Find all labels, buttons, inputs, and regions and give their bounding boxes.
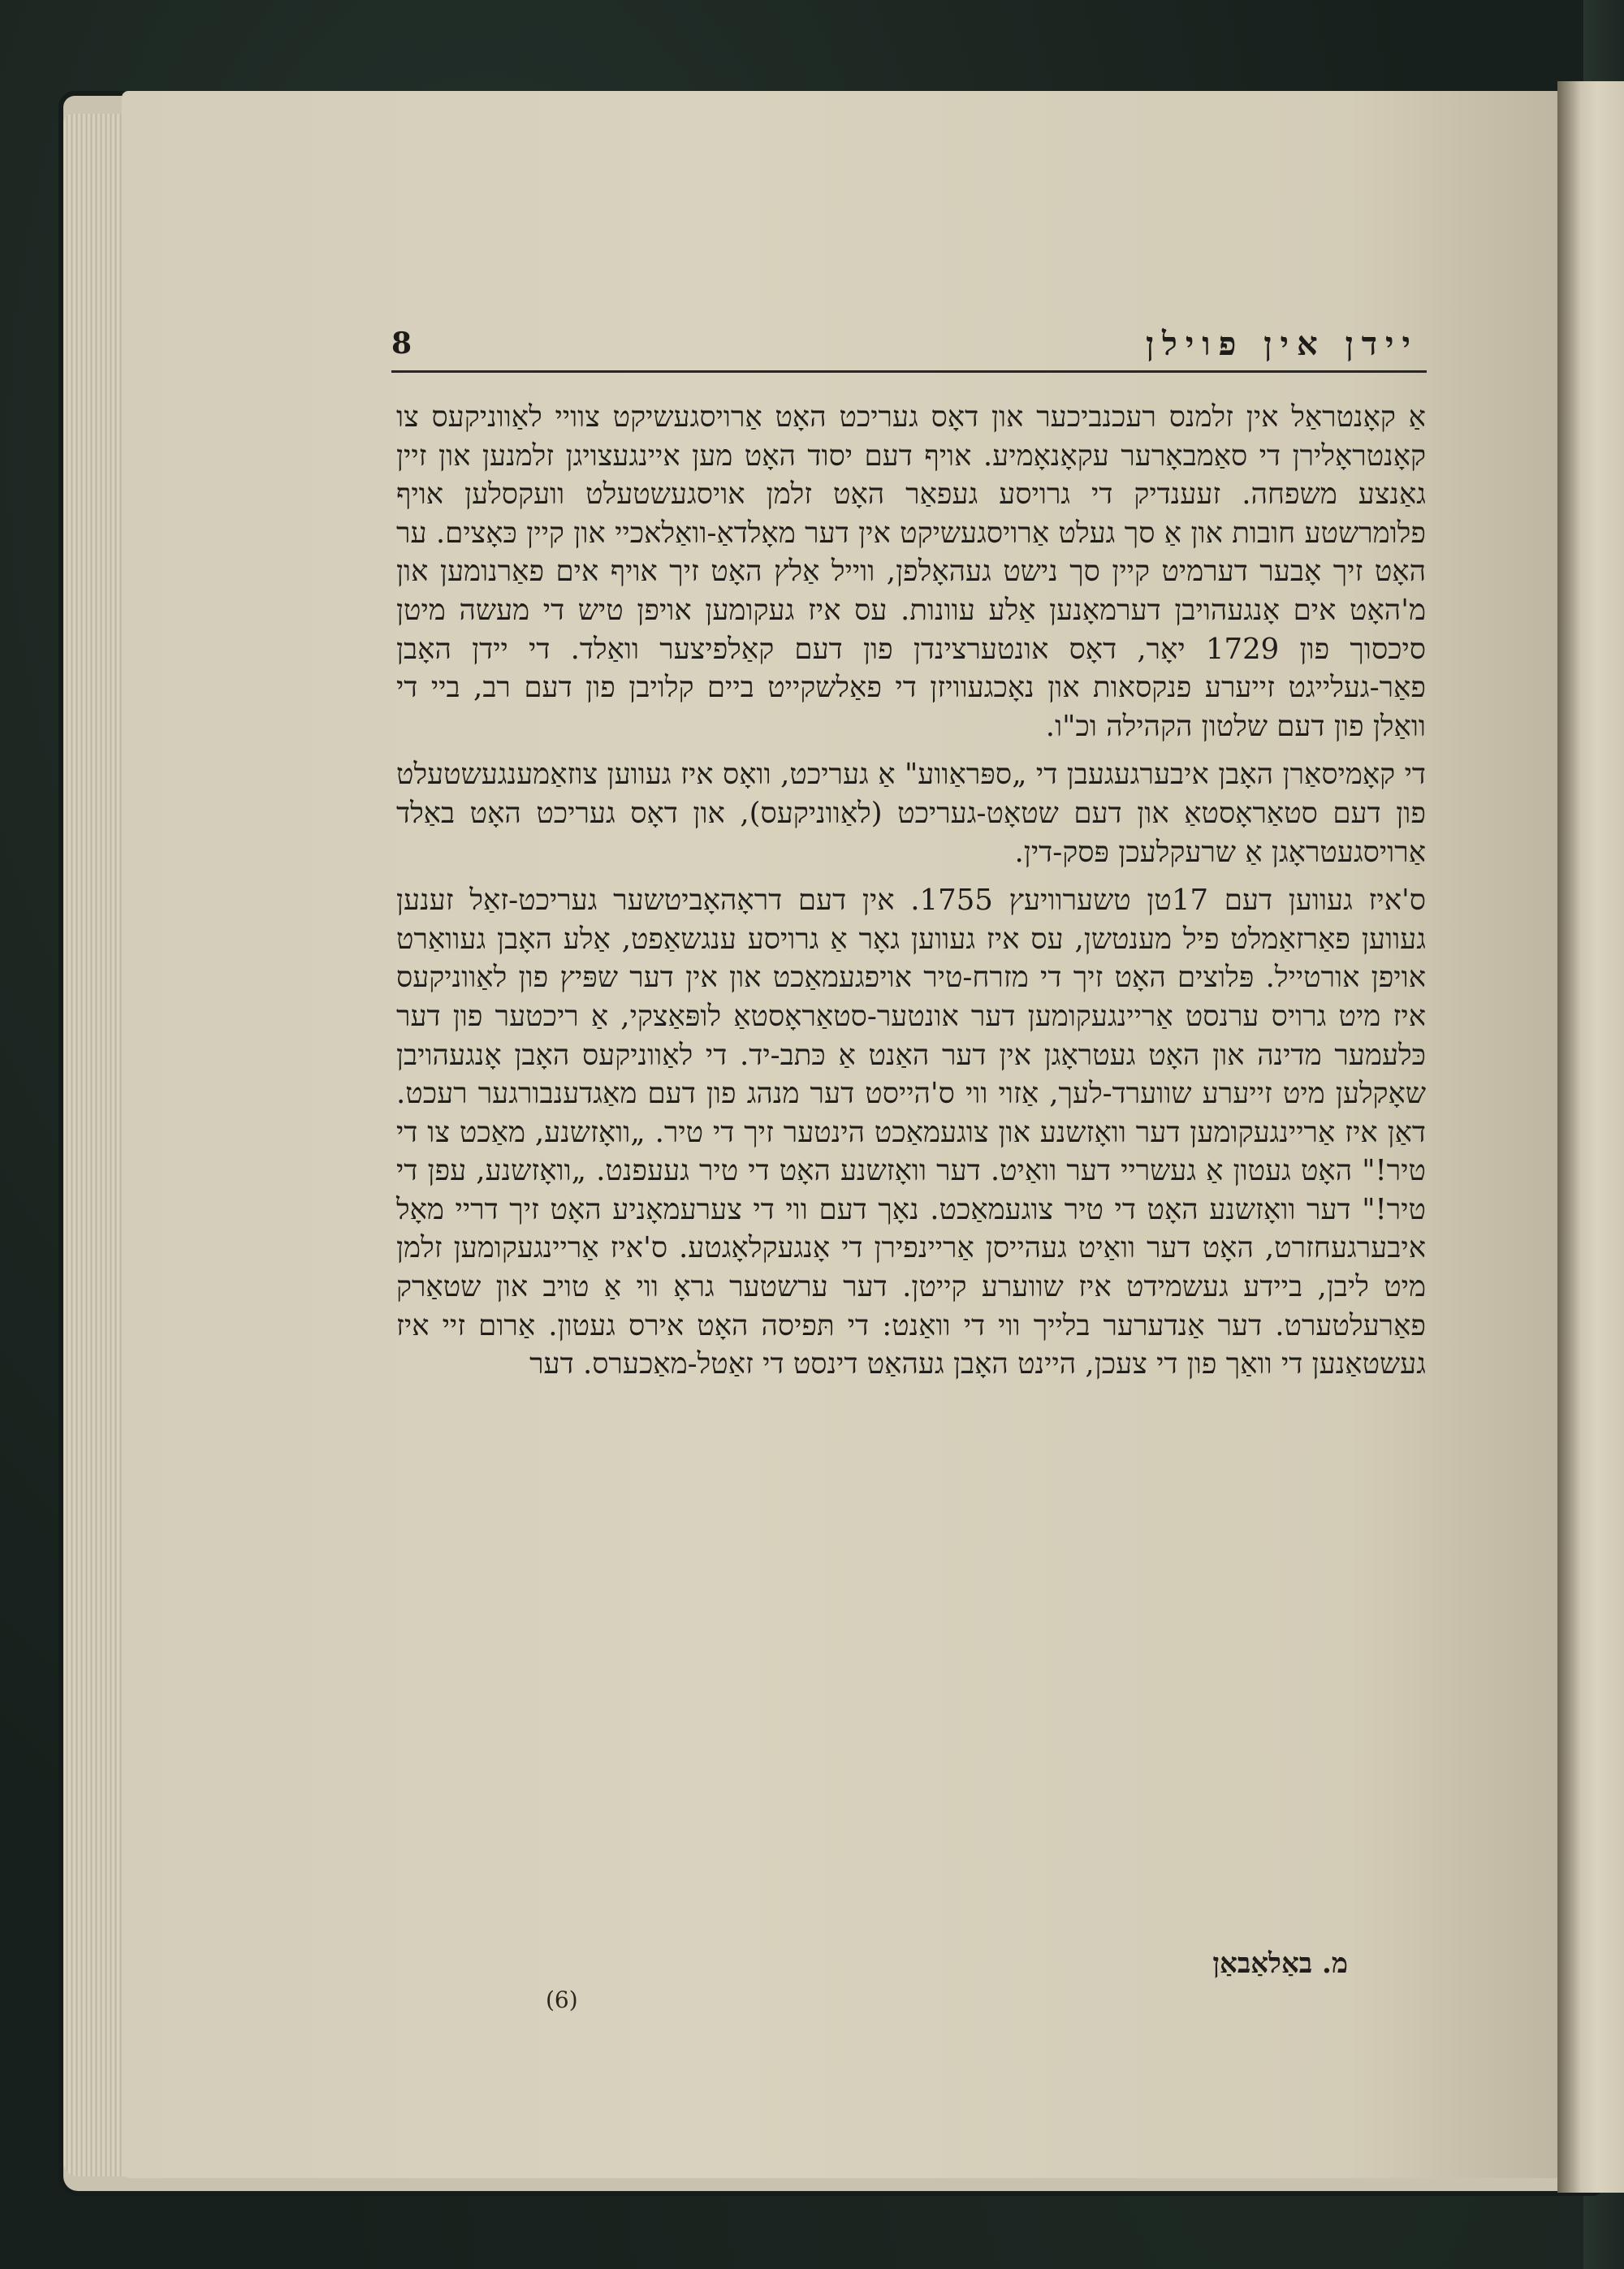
footer-signature: מ. באַלאַבאַן	[1212, 1947, 1348, 1980]
paragraph: אַ קאָנטראַל אין זלמנס רעכנביכער און דאָס געריכט האָט אַרויסגעשיקט צוויי לאַווניקעס צו קאָנטראָלירן די סאַמבאָרער עקאָנאָמיע. אויף דעם יסוד האָט מען איינגעצויגן זלמנען און זיין גאַנצע משפחה. זעענדיק די גרויסע געפאַר האָט זלמן אויסגעשטעלט וועקסלען אויף פלומרשטע חובות און אַ סך געלט אַרויסגעשיקט אין דער מאָלדאַ-וואַלאכיי און קיין כּאָצים. ער האָט זיך אָבער דערמיט קיין סך נישט געהאָלפן, ווייל אַלץ האָט זיך אויף אים פאַרנומען און מ'האָט אים אָנגעהויבן דערמאָנען אַלע עוונות. עס איז געקומען אויפן טיש די מעשה מיטן סיכסוך פון 1729 יאָר, דאָס אונטערצינדן פון דעם קאַלפיצער וואַלד. די יידן האָבן פאַר-געלייגט זייערע פנקסאות און נאָכגעוויזן די פאַלשקייט ביים קלויבן פון דעם רב, ביי די וואַלן פון דעם שלטון הקהילה וכ"ו.	[396, 400, 1427, 743]
running-title: יידן אין פוילן	[1145, 325, 1419, 363]
running-header	[391, 325, 1427, 374]
header-rule	[391, 370, 1427, 373]
page-number: 8	[391, 326, 412, 361]
body-text	[396, 398, 1426, 1941]
page-gutter	[1557, 81, 1624, 2193]
paragraph: די קאָמיסאַרן האָבן איבערגעגעבן די „ספּראַווע" אַ געריכט, וואָס איז געווען צוזאַמענגעשטעלט פון דעם סטאַראָסטאַ און דעם שטאָט-געריכט (לאַווניקעס), און דאָס געריכט האָט באַלד אַרויסגעטראָגן אַ שרעקלעכן פּסק-דין.	[396, 758, 1426, 869]
paragraph: ס'איז געווען דעם 17טן טשערוויעץ 1755. אין דעם דראָהאָביטשער געריכט-זאַל זענען געווען פאַרזאַמלט פיל מענטשן, עס איז געווען גאָר אַ גרויסע ענגשאַפט, אַלע האָבן געוואַרט אויפן אורטייל. פּלוצים האָט זיך די מזרח-טיר אויפגעמאַכט און אין דער שפּיץ פון לאַווניקעס איז מיט גרויס ערנסט אַריינגעקומען דער אונטער-סטאַראָסטאַ לופּאַצקי, אַ ריכטער פון דער כּלעמער מדינה און האָט געטראָגן אין דער האַנט אַ כּתב-יד. די לאַווניקעס האָבן אָנגעהויבן שאָקלען מיט זייערע שווערד-לעך, אַזוי ווי ס'הייסט דער מנהג פון דעם מאַגדענבורגער רעכט. דאַן איז אַריינגעקומען דער וואָזשנע און צוגעמאַכט הינטער זיך די טיר. „וואָזשנע, מאַכט צו די טיר!" האָט געטון אַ געשריי דער וואַיט. דער וואָזשנע האָט די טיר געעפנט. „וואָזשנע, עפן די טיר!" דער וואָזשנע האָט די טיר צוגעמאַכט. נאָך דעם ווי די צערעמאָניע האָט זיך דריי מאָל איבערגעחזרט, האָט דער וואַיט געהייסן אַריינפירן די אָנגעקלאָגטע. ס'איז אַריינגעקומען זלמן מיט ליבן, ביידע געשמידט איז שווערע קייטן. דער ערשטער גראָ ווי אַ טויב און שטאַרק פאַרעלטערט. דער אַנדערער בלייך ווי די וואַנט: די תּפיסה האָט אירס געטון. אַרום זיי איז געשטאַנען די וואַך פון די צעכן, היינט האָבן געהאַט דינסט די זאַטל-מאַכערס. דער	[396, 884, 1426, 1381]
sheet-signature-mark: (6)	[546, 1986, 578, 2013]
